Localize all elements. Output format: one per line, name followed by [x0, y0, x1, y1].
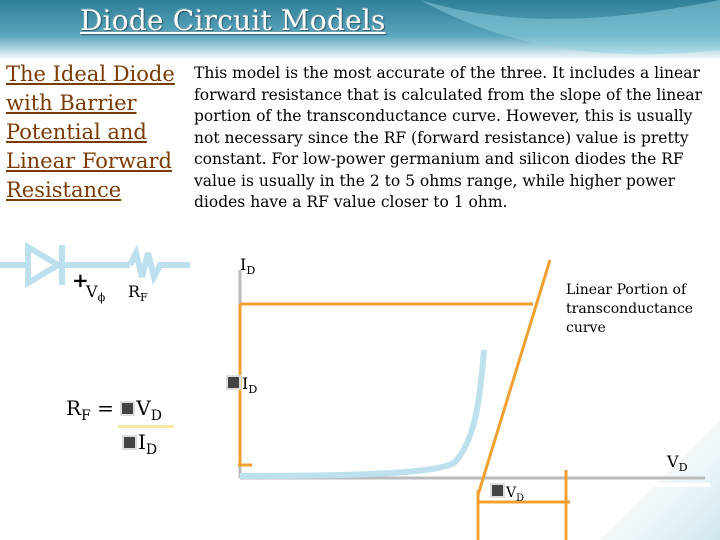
delta-i-symbol: I: [242, 374, 249, 393]
y-axis-subscript: D: [246, 264, 256, 278]
delta-symbol-icon: [122, 435, 137, 450]
delta-i-label: [226, 374, 257, 396]
x-axis-symbol: V: [667, 452, 679, 471]
delta-symbol-icon: [120, 401, 135, 416]
formula-numerator-subscript: D: [150, 408, 162, 424]
forward-resistance-symbol: R: [128, 282, 141, 301]
formula-denominator: I: [138, 430, 146, 454]
graph-x-axis-label: [667, 452, 688, 474]
y-axis-symbol: I: [240, 255, 247, 274]
x-axis-subscript: D: [678, 461, 688, 475]
barrier-potential-symbol: V: [86, 282, 98, 301]
delta-v-subscript: D: [516, 492, 524, 504]
diode-curve: [240, 350, 484, 476]
model-description: This model is the most accurate of the three. It includes a linear forward resistance that is calculated from the slope of the linear portion of the transconductance curve. However, this is usually not necessary since the RF (forward resistance) value is pretty constant. For low-power germanium and silicon diodes the RF value is usually in the 2 to 5 ohms range, while higher power diodes have a RF value closer to 1 ohm.: [194, 64, 703, 211]
barrier-plus-sign: +: [72, 268, 89, 292]
diode-symbol: [28, 245, 62, 285]
delta-symbol-icon: [226, 375, 241, 390]
formula-lhs: R: [66, 396, 82, 420]
formula-denominator-subscript: D: [145, 442, 158, 458]
delta-v-label: [490, 483, 524, 504]
barrier-potential-label: [86, 282, 105, 304]
formula-numerator: V: [136, 396, 151, 420]
formula-numerator-line: [66, 396, 162, 424]
formula-denominator-line: [122, 430, 157, 458]
graph-y-axis-label: [240, 255, 255, 277]
formula-equals: =: [97, 396, 114, 420]
forward-resistance-label: [128, 282, 148, 304]
delta-symbol-icon: [490, 483, 505, 498]
model-subtitle: The Ideal Diode with Barrier Potential and Linear Forward Resistance: [6, 62, 175, 202]
formula-fraction-bar: [118, 425, 174, 428]
slide-title: Diode Circuit Models: [80, 4, 386, 37]
delta-i-subscript: D: [248, 383, 258, 397]
delta-v-symbol: V: [506, 485, 517, 501]
formula-lhs-subscript: F: [81, 408, 91, 424]
linear-portion-line: [478, 260, 550, 495]
linear-portion-annotation: Linear Portion of transconductance curve: [566, 282, 694, 336]
barrier-potential-subscript: ϕ: [97, 291, 106, 305]
forward-resistance-subscript: F: [140, 291, 148, 305]
